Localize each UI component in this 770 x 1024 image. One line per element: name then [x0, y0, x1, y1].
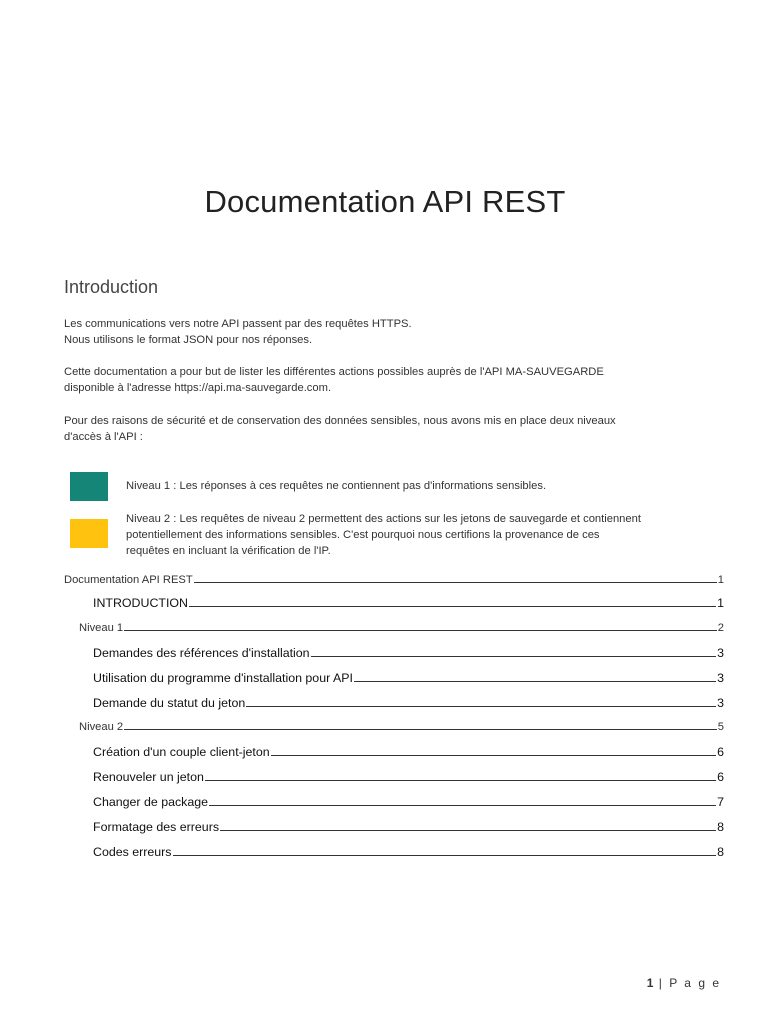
toc-label: Niveau 2 [79, 721, 124, 733]
toc-entry-changer-package[interactable] [93, 795, 724, 809]
toc-label: Codes erreurs [93, 845, 172, 859]
level-1-color-swatch [70, 472, 108, 501]
toc-page-number: 6 [717, 770, 724, 784]
toc-label: Documentation API REST [64, 574, 193, 586]
toc-page-number: 6 [717, 745, 724, 759]
footer-page-number: 1 [646, 976, 654, 990]
toc-entry-codes-erreurs[interactable] [93, 845, 724, 859]
level-line: Niveau 1 : Les réponses à ces requêtes ne contiennent pas d'informations sensibles. [126, 480, 547, 492]
toc-label: INTRODUCTION [93, 596, 188, 610]
intro-paragraph-3 [64, 413, 724, 445]
toc-page-number: 1 [717, 596, 724, 610]
page-footer [647, 976, 721, 990]
level-2-description [126, 511, 726, 559]
toc-entry-programme-installation[interactable] [93, 671, 724, 685]
intro-heading: Introduction [64, 277, 159, 297]
toc-page-number: 2 [717, 622, 724, 634]
toc-entry-formatage-erreurs[interactable] [93, 820, 724, 834]
toc-label: Niveau 1 [79, 622, 124, 634]
toc-entry-renouveler-jeton[interactable] [93, 770, 724, 784]
toc-page-number: 1 [717, 574, 724, 586]
paragraph-line: Cette documentation a pour but de lister les différentes actions possibles auprès de l'API MA-SAUVEGARDE [64, 366, 604, 378]
toc-label: Changer de package [93, 795, 209, 809]
toc-leader [205, 779, 716, 781]
toc-leader [173, 854, 717, 856]
toc-entry-statut-jeton[interactable] [93, 696, 724, 710]
toc-leader [246, 705, 716, 707]
toc-leader [124, 629, 717, 631]
intro-paragraph-1 [64, 316, 724, 348]
level-line: potentiellement des informations sensibles. C'est pourquoi nous certifions la provenance de ces [126, 529, 600, 541]
toc-leader [194, 581, 717, 583]
footer-page-word: P a g e [669, 976, 721, 990]
toc-entry-demandes-references[interactable] [93, 646, 724, 660]
paragraph-line: Pour des raisons de sécurité et de conservation des données sensibles, nous avons mis en place deux niveaux [64, 415, 616, 427]
toc-label: Création d'un couple client-jeton [93, 745, 270, 759]
toc-entry-introduction[interactable] [93, 596, 724, 610]
level-line: requêtes en incluant la vérification de l'IP. [126, 545, 331, 557]
toc-page-number: 5 [717, 721, 724, 733]
toc-leader [209, 804, 716, 806]
toc-label: Utilisation du programme d'installation pour API [93, 671, 353, 685]
toc-entry-niveau-2[interactable] [79, 721, 724, 733]
toc-entry-document-title[interactable] [64, 574, 724, 586]
intro-paragraph-2 [64, 364, 724, 396]
toc-leader [124, 728, 717, 730]
toc-label: Demandes des références d'installation [93, 646, 310, 660]
toc-label: Demande du statut du jeton [93, 696, 246, 710]
toc-entry-couple-client-jeton[interactable] [93, 745, 724, 759]
toc-label: Formatage des erreurs [93, 820, 220, 834]
level-2-color-swatch [70, 519, 108, 548]
toc-entry-niveau-1[interactable] [79, 622, 724, 634]
paragraph-line: Nous utilisons le format JSON pour nos réponses. [64, 334, 313, 346]
toc-leader [354, 680, 716, 682]
toc-leader [311, 655, 717, 657]
toc-leader [271, 754, 716, 756]
toc-page-number: 8 [717, 845, 724, 859]
toc-leader [189, 605, 716, 607]
document-title: Documentation API REST [204, 184, 566, 219]
toc-label: Renouveler un jeton [93, 770, 204, 784]
toc-page-number: 3 [717, 671, 724, 685]
level-1-description [126, 478, 726, 494]
toc-page-number: 7 [717, 795, 724, 809]
level-line: Niveau 2 : Les requêtes de niveau 2 permettent des actions sur les jetons de sauvegarde et contiennent [126, 513, 641, 525]
toc-page-number: 3 [717, 646, 724, 660]
footer-separator: | [658, 976, 664, 990]
paragraph-line: Les communications vers notre API passent par des requêtes HTTPS. [64, 318, 412, 330]
paragraph-line: disponible à l'adresse https://api.ma-sauvegarde.com. [64, 382, 332, 394]
toc-page-number: 8 [717, 820, 724, 834]
toc-page-number: 3 [717, 696, 724, 710]
toc-leader [220, 829, 716, 831]
paragraph-line: d'accès à l'API : [64, 431, 143, 443]
